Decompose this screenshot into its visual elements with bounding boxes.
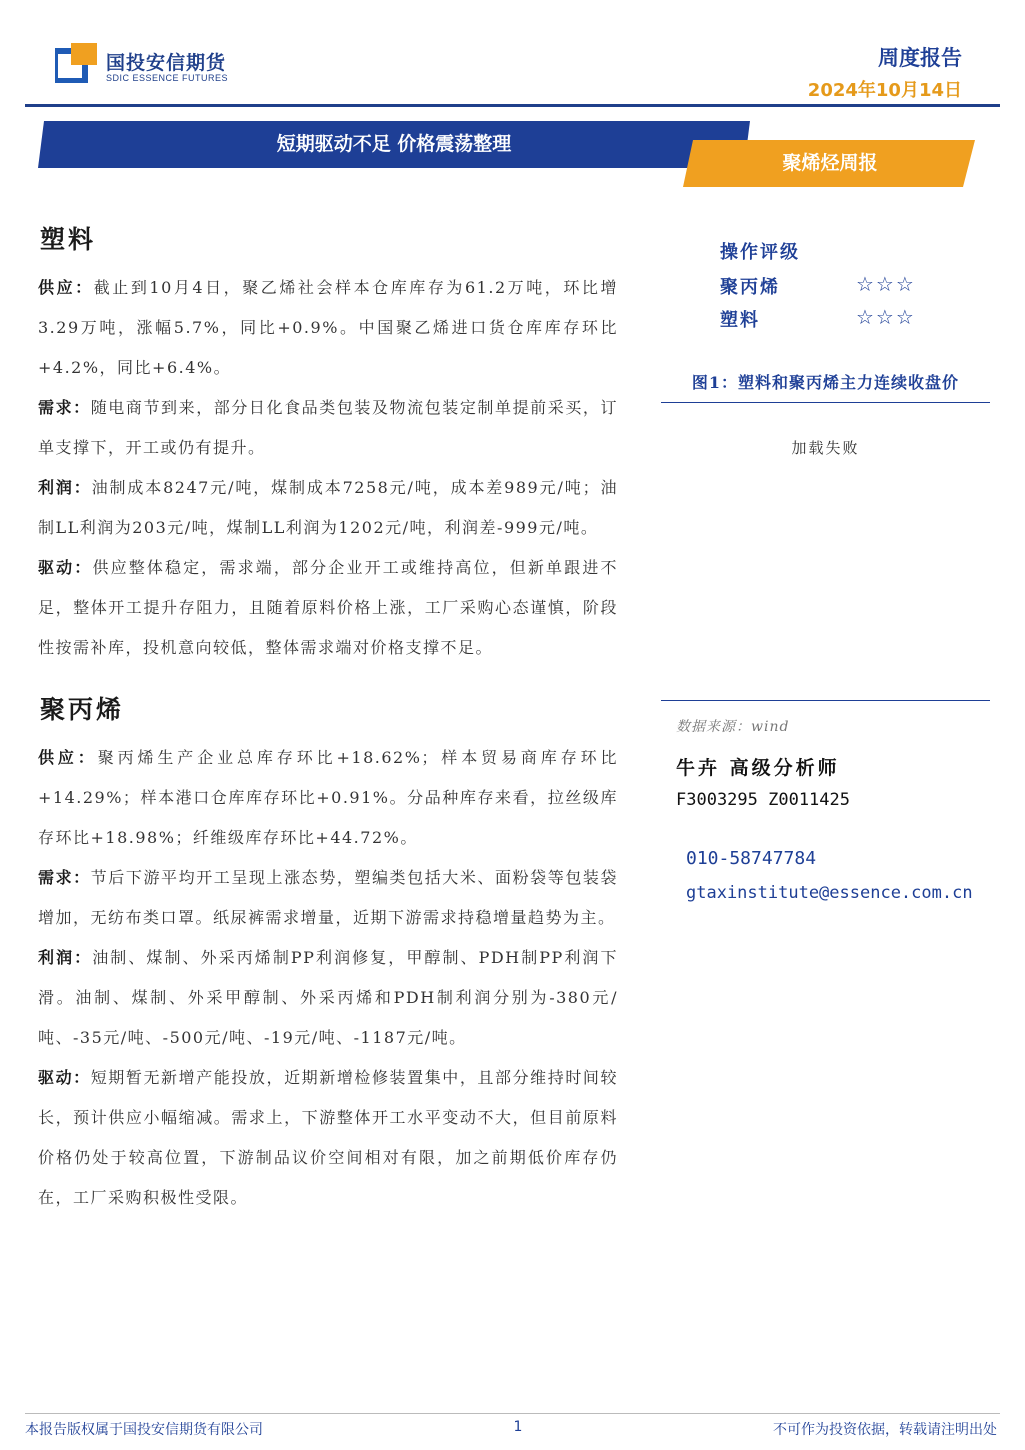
figure-title: 图1：塑料和聚丙烯主力连续收盘价	[691, 373, 960, 392]
figure-load-failed-text: 加载失败	[791, 439, 860, 457]
pp-demand-text: 节后下游平均开工呈现上涨态势，塑编类包括大米、面粉袋等包装袋增加，无纺布类口罩。纸尿裤需求增量，近期下游需求持稳增量趋势为主。	[38, 868, 618, 927]
report-type: 周度报告	[878, 46, 962, 70]
pp-demand	[38, 858, 618, 938]
pp-supply	[38, 738, 618, 858]
pp-demand-label: 需求：	[38, 868, 91, 887]
analyst-phone: 010-58747784	[686, 848, 817, 869]
pp-profit	[38, 938, 618, 1058]
figure-bottom-rule	[661, 700, 990, 701]
pp-driver-text: 短期暂无新增产能投放，近期新增检修装置集中，且部分维持时间较长，预计供应小幅缩减。需求上，下游整体开工水平变动不大，但目前原料价格仍处于较高位置，下游制品议价空间相对有限，加之前期低价库存仍在，工厂采购积极性受限。	[38, 1068, 618, 1207]
figure-top-rule	[661, 402, 990, 403]
star-rating-icon: ☆☆☆	[856, 272, 916, 296]
analyst-certificate: F3003295 Z0011425	[676, 790, 850, 810]
plastic-supply-text: 截止到10月4日，聚乙烯社会样本仓库库存为61.2万吨，环比增3.29万吨，涨幅5.7%，同比+0.9%。中国聚乙烯进口货仓库库存环比+4.2%，同比+6.4%。	[38, 278, 618, 377]
header-divider	[25, 104, 1000, 107]
pp-supply-text: 聚丙烯生产企业总库存环比+18.62%；样本贸易商库存环比+14.29%；样本港口仓库库存环比+0.91%。分品种库存来看，拉丝级库存环比+18.98%；纤维级库存环比+44.72%。	[38, 748, 618, 847]
company-logo-icon	[55, 43, 99, 83]
copyright-notice: 本报告版权属于国投安信期货有限公司	[25, 1422, 263, 1438]
footer-divider	[25, 1413, 1000, 1414]
plastic-supply-label: 供应：	[38, 278, 94, 297]
data-source: 数据来源：wind	[676, 719, 790, 735]
pp-profit-text: 油制、煤制、外采丙烯制PP利润修复，甲醇制、PDH制PP利润下滑。油制、煤制、外采甲醇制、外采丙烯和PDH制利润分别为-380元/吨、-35元/吨、-500元/吨、-19元/吨、-1187元/吨。	[38, 948, 618, 1047]
section-heading-pp: 聚丙烯	[40, 695, 125, 724]
company-name-en: SDIC ESSENCE FUTURES	[106, 73, 229, 83]
plastic-profit-label: 利润：	[38, 478, 92, 497]
rating-name-plastic: 塑料	[720, 310, 760, 331]
analyst-email-link[interactable]: gtaxinstitute@essence.com.cn	[686, 883, 973, 903]
plastic-driver	[38, 548, 618, 668]
report-series-tag: 聚烯烃周报	[782, 152, 878, 174]
pp-profit-label: 利润：	[38, 948, 93, 967]
report-headline: 短期驱动不足 价格震荡整理	[276, 133, 512, 155]
rating-name-pp: 聚丙烯	[720, 277, 780, 298]
rating-title: 操作评级	[720, 242, 800, 263]
plastic-demand-text: 随电商节到来，部分日化食品类包装及物流包装定制单提前采买，订单支撑下，开工或仍有提升。	[38, 398, 618, 457]
report-date: 2024年10月14日	[807, 80, 962, 101]
pp-driver-label: 驱动：	[38, 1068, 91, 1087]
pp-driver	[38, 1058, 618, 1218]
plastic-profit-text: 油制成本8247元/吨，煤制成本7258元/吨，成本差989元/吨；油制LL利润为203元/吨，煤制LL利润为1202元/吨，利润差-999元/吨。	[38, 478, 618, 537]
plastic-driver-text: 供应整体稳定，需求端，部分企业开工或维持高位，但新单跟进不足，整体开工提升存阻力，且随着原料价格上涨，工厂采购心态谨慎，阶段性按需补库，投机意向较低，整体需求端对价格支撑不足。	[38, 558, 618, 657]
main-content	[38, 220, 618, 1218]
page-number: 1	[513, 1419, 523, 1435]
plastic-supply	[38, 268, 618, 388]
plastic-driver-label: 驱动：	[38, 558, 93, 577]
plastic-demand-label: 需求：	[38, 398, 91, 417]
company-name-cn: 国投安信期货	[106, 52, 227, 74]
plastic-profit	[38, 468, 618, 548]
star-rating-icon: ☆☆☆	[856, 305, 916, 329]
section-heading-plastic: 塑料	[40, 225, 97, 254]
pp-supply-label: 供应：	[38, 748, 98, 767]
disclaimer-notice: 不可作为投资依据，转载请注明出处	[773, 1422, 997, 1438]
plastic-demand	[38, 388, 618, 468]
analyst-name: 牛卉 高级分析师	[676, 757, 840, 779]
